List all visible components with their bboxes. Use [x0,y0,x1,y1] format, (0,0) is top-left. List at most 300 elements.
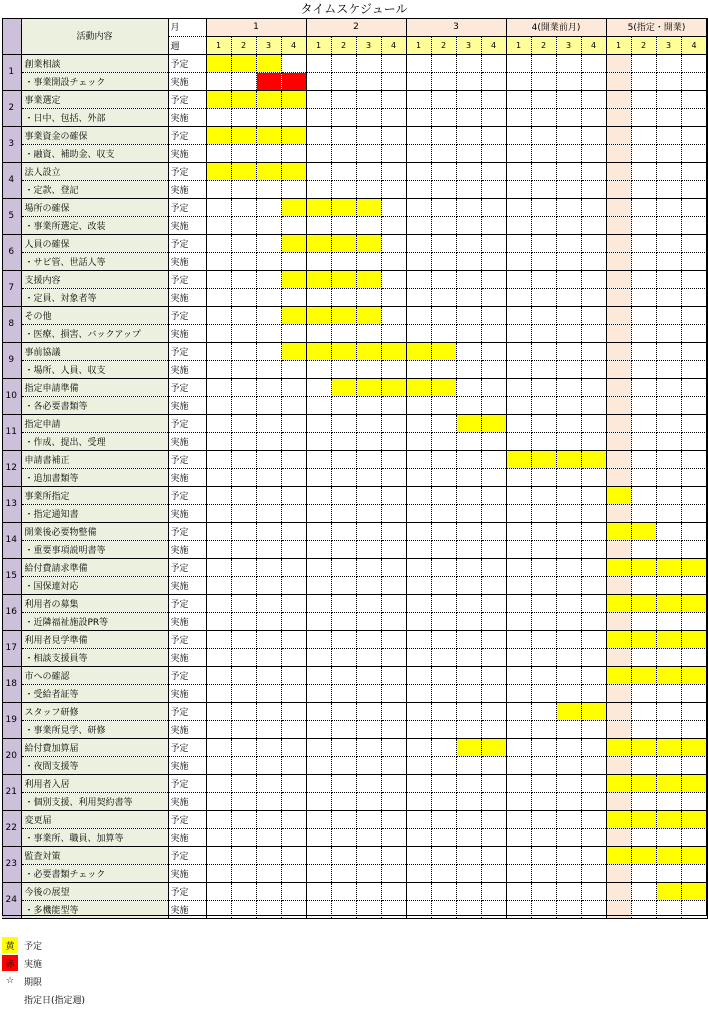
schedule-cell[interactable] [631,540,656,558]
schedule-cell[interactable] [281,198,306,216]
schedule-cell[interactable] [531,558,556,576]
schedule-cell[interactable] [356,180,381,198]
schedule-cell[interactable] [331,900,356,918]
schedule-cell[interactable] [331,540,356,558]
schedule-cell[interactable] [206,414,231,432]
schedule-cell[interactable] [506,594,531,612]
schedule-cell[interactable] [381,342,406,360]
schedule-cell[interactable] [656,252,681,270]
schedule-cell[interactable] [256,810,281,828]
schedule-cell[interactable] [356,90,381,108]
schedule-cell[interactable] [506,198,531,216]
schedule-cell[interactable] [606,90,631,108]
schedule-cell[interactable] [431,756,456,774]
schedule-cell[interactable] [531,900,556,918]
schedule-cell[interactable] [256,198,281,216]
schedule-cell[interactable] [206,882,231,900]
schedule-cell[interactable] [331,666,356,684]
schedule-cell[interactable] [431,864,456,882]
schedule-cell[interactable] [306,666,331,684]
schedule-cell[interactable] [506,234,531,252]
schedule-cell[interactable] [481,612,506,630]
schedule-cell[interactable] [681,576,707,594]
schedule-cell[interactable] [356,126,381,144]
schedule-cell[interactable] [306,738,331,756]
schedule-cell[interactable] [556,108,581,126]
schedule-cell[interactable] [581,216,606,234]
schedule-cell[interactable] [481,270,506,288]
schedule-cell[interactable] [681,486,707,504]
schedule-cell[interactable] [456,738,481,756]
schedule-cell[interactable] [331,216,356,234]
schedule-cell[interactable] [381,648,406,666]
schedule-cell[interactable] [256,90,281,108]
schedule-cell[interactable] [231,108,256,126]
schedule-cell[interactable] [631,810,656,828]
schedule-cell[interactable] [581,630,606,648]
schedule-cell[interactable] [606,522,631,540]
schedule-cell[interactable] [606,666,631,684]
schedule-cell[interactable] [656,558,681,576]
schedule-cell[interactable] [281,306,306,324]
schedule-cell[interactable] [256,324,281,342]
schedule-cell[interactable] [481,378,506,396]
schedule-cell[interactable] [556,630,581,648]
schedule-cell[interactable] [281,72,306,90]
schedule-cell[interactable] [206,468,231,486]
schedule-cell[interactable] [331,810,356,828]
schedule-cell[interactable] [356,378,381,396]
schedule-cell[interactable] [331,126,356,144]
schedule-cell[interactable] [356,234,381,252]
schedule-cell[interactable] [481,882,506,900]
schedule-cell[interactable] [531,72,556,90]
schedule-cell[interactable] [231,324,256,342]
schedule-cell[interactable] [656,126,681,144]
schedule-cell[interactable] [231,810,256,828]
schedule-cell[interactable] [506,522,531,540]
schedule-cell[interactable] [531,180,556,198]
schedule-cell[interactable] [431,54,456,72]
schedule-cell[interactable] [481,216,506,234]
schedule-cell[interactable] [681,828,707,846]
schedule-cell[interactable] [256,306,281,324]
schedule-cell[interactable] [681,234,707,252]
schedule-cell[interactable] [656,522,681,540]
schedule-cell[interactable] [681,774,707,792]
schedule-cell[interactable] [331,486,356,504]
schedule-cell[interactable] [456,342,481,360]
schedule-cell[interactable] [581,846,606,864]
schedule-cell[interactable] [556,378,581,396]
schedule-cell[interactable] [581,540,606,558]
schedule-cell[interactable] [406,270,431,288]
schedule-cell[interactable] [631,288,656,306]
schedule-cell[interactable] [381,180,406,198]
schedule-cell[interactable] [431,306,456,324]
schedule-cell[interactable] [456,396,481,414]
schedule-cell[interactable] [656,702,681,720]
schedule-cell[interactable] [481,450,506,468]
schedule-cell[interactable] [281,432,306,450]
schedule-cell[interactable] [431,594,456,612]
schedule-cell[interactable] [431,522,456,540]
schedule-cell[interactable] [431,720,456,738]
schedule-cell[interactable] [281,774,306,792]
schedule-cell[interactable] [531,342,556,360]
schedule-cell[interactable] [406,486,431,504]
schedule-cell[interactable] [231,540,256,558]
schedule-cell[interactable] [456,198,481,216]
schedule-cell[interactable] [406,126,431,144]
schedule-cell[interactable] [231,396,256,414]
schedule-cell[interactable] [681,216,707,234]
schedule-cell[interactable] [531,756,556,774]
schedule-cell[interactable] [331,162,356,180]
schedule-cell[interactable] [631,900,656,918]
schedule-cell[interactable] [606,504,631,522]
schedule-cell[interactable] [631,126,656,144]
schedule-cell[interactable] [556,666,581,684]
schedule-cell[interactable] [506,324,531,342]
schedule-cell[interactable] [206,396,231,414]
schedule-cell[interactable] [231,126,256,144]
schedule-cell[interactable] [206,252,231,270]
schedule-cell[interactable] [406,468,431,486]
schedule-cell[interactable] [381,414,406,432]
schedule-cell[interactable] [356,612,381,630]
schedule-cell[interactable] [431,144,456,162]
schedule-cell[interactable] [431,432,456,450]
schedule-cell[interactable] [331,468,356,486]
schedule-cell[interactable] [431,180,456,198]
schedule-cell[interactable] [681,180,707,198]
schedule-cell[interactable] [456,684,481,702]
schedule-cell[interactable] [531,882,556,900]
schedule-cell[interactable] [256,846,281,864]
schedule-cell[interactable] [381,882,406,900]
schedule-cell[interactable] [531,270,556,288]
schedule-cell[interactable] [231,342,256,360]
schedule-cell[interactable] [381,756,406,774]
schedule-cell[interactable] [581,72,606,90]
schedule-cell[interactable] [406,882,431,900]
schedule-cell[interactable] [381,666,406,684]
schedule-cell[interactable] [356,54,381,72]
schedule-cell[interactable] [631,432,656,450]
schedule-cell[interactable] [456,630,481,648]
schedule-cell[interactable] [581,666,606,684]
schedule-cell[interactable] [256,108,281,126]
schedule-cell[interactable] [581,486,606,504]
schedule-cell[interactable] [456,180,481,198]
schedule-cell[interactable] [581,576,606,594]
schedule-cell[interactable] [606,126,631,144]
schedule-cell[interactable] [531,90,556,108]
schedule-cell[interactable] [556,72,581,90]
schedule-cell[interactable] [431,396,456,414]
schedule-cell[interactable] [681,720,707,738]
schedule-cell[interactable] [506,252,531,270]
schedule-cell[interactable] [206,702,231,720]
schedule-cell[interactable] [206,216,231,234]
schedule-cell[interactable] [656,108,681,126]
schedule-cell[interactable] [356,594,381,612]
schedule-cell[interactable] [681,684,707,702]
schedule-cell[interactable] [356,432,381,450]
schedule-cell[interactable] [531,144,556,162]
schedule-cell[interactable] [306,756,331,774]
schedule-cell[interactable] [531,162,556,180]
schedule-cell[interactable] [406,504,431,522]
schedule-cell[interactable] [306,216,331,234]
schedule-cell[interactable] [406,108,431,126]
schedule-cell[interactable] [506,396,531,414]
schedule-cell[interactable] [281,792,306,810]
schedule-cell[interactable] [431,288,456,306]
schedule-cell[interactable] [306,306,331,324]
schedule-cell[interactable] [631,378,656,396]
schedule-cell[interactable] [256,288,281,306]
schedule-cell[interactable] [356,684,381,702]
schedule-cell[interactable] [681,54,707,72]
schedule-cell[interactable] [456,252,481,270]
schedule-cell[interactable] [231,450,256,468]
schedule-cell[interactable] [556,450,581,468]
schedule-cell[interactable] [481,540,506,558]
schedule-cell[interactable] [456,306,481,324]
schedule-cell[interactable] [406,702,431,720]
schedule-cell[interactable] [531,378,556,396]
schedule-cell[interactable] [656,774,681,792]
schedule-cell[interactable] [431,540,456,558]
schedule-cell[interactable] [656,594,681,612]
schedule-cell[interactable] [331,630,356,648]
schedule-cell[interactable] [631,792,656,810]
schedule-cell[interactable] [506,126,531,144]
schedule-cell[interactable] [281,828,306,846]
schedule-cell[interactable] [606,54,631,72]
schedule-cell[interactable] [381,522,406,540]
schedule-cell[interactable] [231,828,256,846]
schedule-cell[interactable] [581,468,606,486]
schedule-cell[interactable] [481,288,506,306]
schedule-cell[interactable] [256,432,281,450]
schedule-cell[interactable] [681,540,707,558]
schedule-cell[interactable] [206,756,231,774]
schedule-cell[interactable] [281,324,306,342]
schedule-cell[interactable] [506,108,531,126]
schedule-cell[interactable] [431,612,456,630]
schedule-cell[interactable] [306,288,331,306]
schedule-cell[interactable] [431,324,456,342]
schedule-cell[interactable] [506,504,531,522]
schedule-cell[interactable] [531,864,556,882]
schedule-cell[interactable] [356,882,381,900]
schedule-cell[interactable] [356,144,381,162]
schedule-cell[interactable] [631,306,656,324]
schedule-cell[interactable] [656,432,681,450]
schedule-cell[interactable] [506,54,531,72]
schedule-cell[interactable] [231,630,256,648]
schedule-cell[interactable] [631,90,656,108]
schedule-cell[interactable] [231,846,256,864]
schedule-cell[interactable] [281,576,306,594]
schedule-cell[interactable] [206,180,231,198]
schedule-cell[interactable] [456,522,481,540]
schedule-cell[interactable] [231,558,256,576]
schedule-cell[interactable] [656,882,681,900]
schedule-cell[interactable] [656,270,681,288]
schedule-cell[interactable] [531,612,556,630]
schedule-cell[interactable] [556,846,581,864]
schedule-cell[interactable] [656,216,681,234]
schedule-cell[interactable] [556,612,581,630]
schedule-cell[interactable] [606,792,631,810]
schedule-cell[interactable] [306,576,331,594]
schedule-cell[interactable] [381,720,406,738]
schedule-cell[interactable] [381,270,406,288]
schedule-cell[interactable] [606,828,631,846]
schedule-cell[interactable] [231,432,256,450]
schedule-cell[interactable] [581,432,606,450]
schedule-cell[interactable] [606,558,631,576]
schedule-cell[interactable] [331,792,356,810]
schedule-cell[interactable] [556,756,581,774]
schedule-cell[interactable] [556,252,581,270]
schedule-cell[interactable] [381,486,406,504]
schedule-cell[interactable] [556,522,581,540]
schedule-cell[interactable] [206,54,231,72]
schedule-cell[interactable] [481,324,506,342]
schedule-cell[interactable] [331,252,356,270]
schedule-cell[interactable] [406,324,431,342]
schedule-cell[interactable] [606,144,631,162]
schedule-cell[interactable] [606,216,631,234]
schedule-cell[interactable] [581,522,606,540]
schedule-cell[interactable] [331,594,356,612]
schedule-cell[interactable] [356,216,381,234]
schedule-cell[interactable] [681,504,707,522]
schedule-cell[interactable] [656,828,681,846]
schedule-cell[interactable] [206,738,231,756]
schedule-cell[interactable] [681,864,707,882]
schedule-cell[interactable] [631,666,656,684]
schedule-cell[interactable] [631,558,656,576]
schedule-cell[interactable] [231,90,256,108]
schedule-cell[interactable] [206,378,231,396]
schedule-cell[interactable] [531,432,556,450]
schedule-cell[interactable] [506,756,531,774]
schedule-cell[interactable] [506,180,531,198]
schedule-cell[interactable] [606,882,631,900]
schedule-cell[interactable] [606,234,631,252]
schedule-cell[interactable] [206,162,231,180]
schedule-cell[interactable] [531,234,556,252]
schedule-cell[interactable] [281,684,306,702]
schedule-cell[interactable] [581,126,606,144]
schedule-cell[interactable] [606,288,631,306]
schedule-cell[interactable] [331,396,356,414]
schedule-cell[interactable] [581,450,606,468]
schedule-cell[interactable] [606,162,631,180]
schedule-cell[interactable] [331,846,356,864]
schedule-cell[interactable] [656,666,681,684]
schedule-cell[interactable] [256,414,281,432]
schedule-cell[interactable] [681,432,707,450]
schedule-cell[interactable] [531,198,556,216]
schedule-cell[interactable] [356,306,381,324]
schedule-cell[interactable] [531,108,556,126]
schedule-cell[interactable] [506,630,531,648]
schedule-cell[interactable] [656,648,681,666]
schedule-cell[interactable] [531,684,556,702]
schedule-cell[interactable] [306,126,331,144]
schedule-cell[interactable] [581,504,606,522]
schedule-cell[interactable] [456,72,481,90]
schedule-cell[interactable] [306,846,331,864]
schedule-cell[interactable] [556,270,581,288]
schedule-cell[interactable] [681,270,707,288]
schedule-cell[interactable] [281,270,306,288]
schedule-cell[interactable] [431,792,456,810]
schedule-cell[interactable] [231,486,256,504]
schedule-cell[interactable] [331,684,356,702]
schedule-cell[interactable] [206,810,231,828]
schedule-cell[interactable] [406,720,431,738]
schedule-cell[interactable] [206,720,231,738]
schedule-cell[interactable] [506,162,531,180]
schedule-cell[interactable] [681,342,707,360]
schedule-cell[interactable] [631,180,656,198]
schedule-cell[interactable] [631,756,656,774]
schedule-cell[interactable] [206,774,231,792]
schedule-cell[interactable] [606,324,631,342]
schedule-cell[interactable] [606,900,631,918]
schedule-cell[interactable] [656,864,681,882]
schedule-cell[interactable] [456,414,481,432]
schedule-cell[interactable] [681,198,707,216]
schedule-cell[interactable] [456,810,481,828]
schedule-cell[interactable] [406,846,431,864]
schedule-cell[interactable] [356,864,381,882]
schedule-cell[interactable] [656,738,681,756]
schedule-cell[interactable] [356,396,381,414]
schedule-cell[interactable] [681,522,707,540]
schedule-cell[interactable] [331,738,356,756]
schedule-cell[interactable] [281,90,306,108]
schedule-cell[interactable] [681,126,707,144]
schedule-cell[interactable] [631,144,656,162]
schedule-cell[interactable] [281,864,306,882]
schedule-cell[interactable] [306,162,331,180]
schedule-cell[interactable] [431,378,456,396]
schedule-cell[interactable] [456,756,481,774]
schedule-cell[interactable] [556,486,581,504]
schedule-cell[interactable] [581,396,606,414]
schedule-cell[interactable] [506,612,531,630]
schedule-cell[interactable] [481,108,506,126]
schedule-cell[interactable] [556,648,581,666]
schedule-cell[interactable] [456,216,481,234]
schedule-cell[interactable] [206,648,231,666]
schedule-cell[interactable] [331,306,356,324]
schedule-cell[interactable] [381,108,406,126]
schedule-cell[interactable] [556,180,581,198]
schedule-cell[interactable] [231,72,256,90]
schedule-cell[interactable] [631,54,656,72]
schedule-cell[interactable] [206,666,231,684]
